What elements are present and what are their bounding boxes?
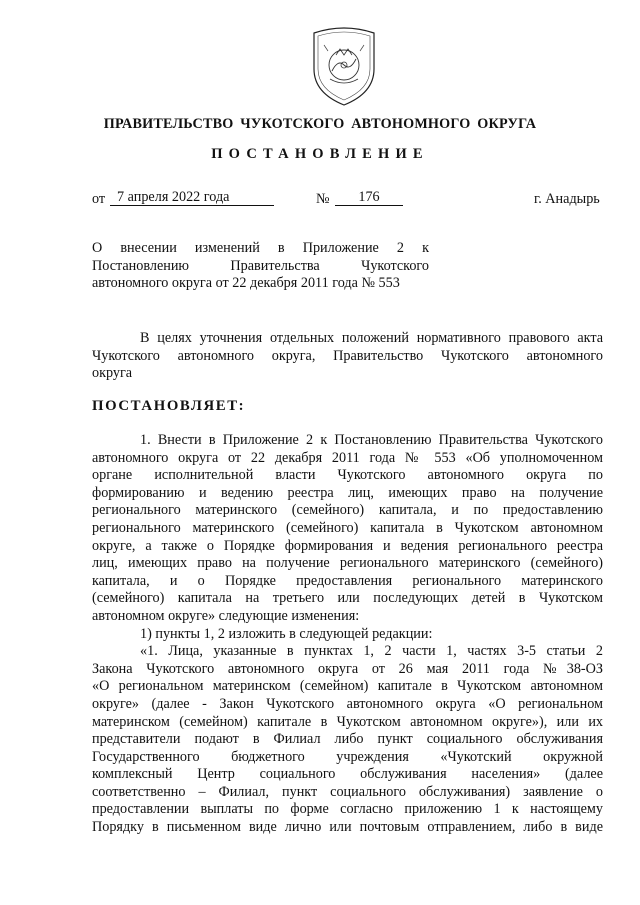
body-line: материнском (семейном) капитале в Чукотском автономном округе»), или их	[92, 713, 603, 730]
body-line: Государственного бюджетного учреждения «Чукотский окружной	[92, 748, 603, 765]
body-line: лиц, имеющих право на получение регионального материнского (семейного)	[92, 555, 603, 572]
document-type-heading: ПОСТАНОВЛЕНИЕ	[211, 146, 429, 162]
government-title: ПРАВИТЕЛЬСТВО ЧУКОТСКОГО АВТОНОМНОГО ОКРУГА	[103, 116, 537, 132]
body-line: капитала, и о Порядке предоставления регионального материнского	[92, 572, 603, 589]
body-line: Порядку в письменном виде лично или почтовым отправлением, либо в виде	[92, 819, 603, 836]
body-line: регионального материнского (семейного) капитала, и по предоставлению	[92, 502, 603, 519]
intro-line: округа	[92, 365, 133, 382]
body-line: «1. Лица, указанные в пунктах 1, 2 части 1, частях 3-5 статьи 2	[140, 643, 603, 660]
body-line: 1. Внести в Приложение 2 к Постановлению Правительства Чукотского	[140, 432, 603, 448]
body-line: предоставлении выплаты по форме согласно приложению 1 к настоящему	[92, 801, 603, 818]
subject-line: О внесении изменений в Приложение 2 к	[92, 240, 429, 256]
body-line: автономного округа от 22 декабря 2011 года № 553 «Об уполномоченном	[92, 449, 603, 466]
number-sign: №	[316, 191, 330, 207]
body-line: регионального материнского (семейного) капитала в Чукотском автономном	[92, 519, 603, 536]
body-line: округе, а также о Порядке формирования и ведения регионального реестра	[92, 537, 603, 554]
document-subject	[92, 240, 429, 293]
body-line: автономном округе» следующие изменения:	[92, 607, 360, 624]
resolve-heading: ПОСТАНОВЛЯЕТ:	[92, 398, 246, 414]
body-line: представители подают в Филиал либо пункт социального обслуживания	[92, 731, 603, 748]
document-date: 7 апреля 2022 года	[110, 190, 274, 206]
subject-line: Постановлению Правительства Чукотского	[92, 257, 429, 274]
coat-of-arms-emblem	[308, 25, 380, 107]
body-line: соответственно – Филиал, пункт социального обслуживания) заявление о	[92, 783, 603, 800]
body-line: формированию и ведению реестра лиц, имеющих право на получение	[92, 484, 603, 501]
body-line: (семейного) капитала на третьего или последующих детей в Чукотском	[92, 590, 603, 607]
subject-line: автономного округа от 22 декабря 2011 года № 553	[92, 275, 400, 291]
body-line: «О региональном материнском (семейном) капитале в Чукотском автономном	[92, 678, 603, 695]
intro-paragraph	[92, 330, 603, 383]
intro-line: Чукотского автономного округа, Правительство Чукотского автономного	[92, 347, 603, 364]
intro-line: В целях уточнения отдельных положений нормативного правового акта	[140, 330, 603, 346]
resolution-body	[92, 432, 603, 837]
body-line: комплексный Центр социального обслуживания населения» (далее	[92, 766, 603, 783]
body-line: органе исполнительной власти Чукотского автономного округа по	[92, 467, 603, 484]
body-line: 1) пункты 1, 2 изложить в следующей редакции:	[140, 625, 433, 642]
body-line: округе» (далее - Закон Чукотского автономного округа «О региональном	[92, 695, 603, 712]
document-city: г. Анадырь	[534, 191, 600, 207]
document-number: 176	[335, 190, 403, 206]
body-line: Закона Чукотского автономного округа от 26 мая 2011 года №38-ОЗ	[92, 660, 603, 677]
date-prefix: от	[92, 191, 106, 207]
